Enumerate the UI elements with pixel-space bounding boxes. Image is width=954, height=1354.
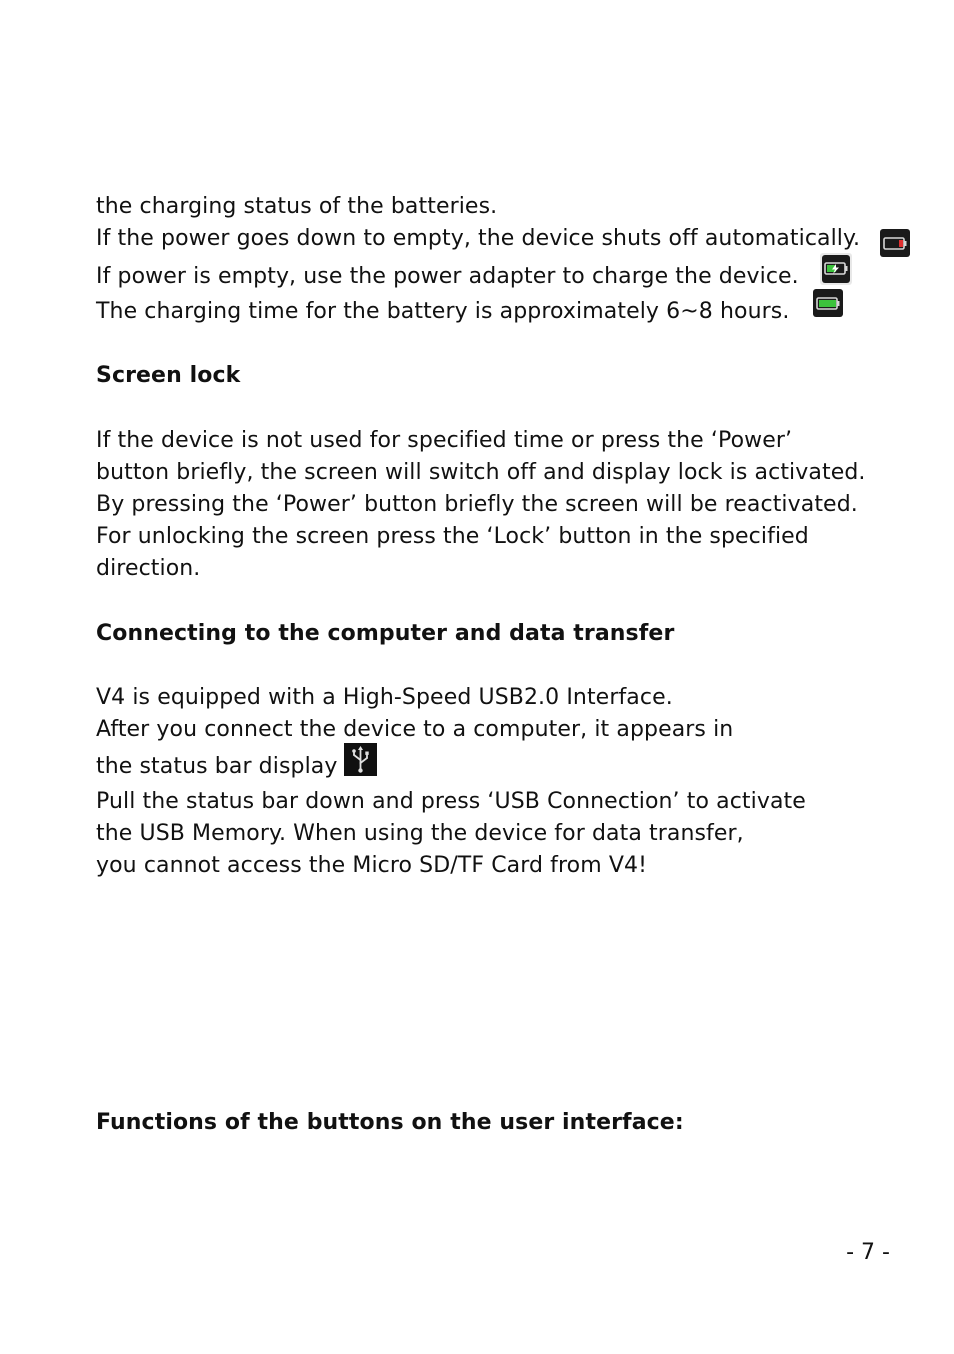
- screen-lock-line-3: By pressing the ‘Power’ button briefly the screen will be reactivated.: [96, 492, 858, 517]
- page-number: - 7 -: [846, 1240, 890, 1265]
- screen-lock-line-1: If the device is not used for specified time or press the ‘Power’: [96, 428, 793, 453]
- connecting-line-6: you cannot access the Micro SD/TF Card from V4!: [96, 853, 648, 878]
- battery-full-icon: [813, 289, 843, 317]
- connecting-line-4: Pull the status bar down and press ‘USB Connection’ to activate: [96, 789, 806, 814]
- screen-lock-line-5: direction.: [96, 556, 201, 581]
- battery-text-line-1: the charging status of the batteries.: [96, 194, 498, 219]
- connecting-line-1: V4 is equipped with a High-Speed USB2.0 Interface.: [96, 685, 673, 710]
- connecting-line-3-text: the status bar display: [96, 754, 338, 779]
- connecting-line-3: [96, 752, 378, 782]
- section-heading-functions: Functions of the buttons on the user interface:: [96, 1110, 684, 1135]
- section-heading-connecting: Connecting to the computer and data transfer: [96, 621, 675, 646]
- screen-lock-line-2: button briefly, the screen will switch off and display lock is activated.: [96, 460, 866, 485]
- battery-text-line-3: If power is empty, use the power adapter to charge the device.: [96, 264, 799, 289]
- screen-lock-line-4: For unlocking the screen press the ‘Lock’ button in the specified: [96, 524, 809, 549]
- battery-charging-icon: [820, 253, 852, 285]
- battery-text-line-4: The charging time for the battery is approximately 6~8 hours.: [96, 299, 790, 324]
- connecting-line-5: the USB Memory. When using the device for data transfer,: [96, 821, 744, 846]
- battery-text-line-2: If the power goes down to empty, the device shuts off automatically.: [96, 226, 861, 251]
- battery-empty-icon: [880, 229, 910, 257]
- connecting-line-2: After you connect the device to a computer, it appears in: [96, 717, 734, 742]
- section-heading-screen-lock: Screen lock: [96, 363, 241, 388]
- usb-icon: [344, 743, 377, 776]
